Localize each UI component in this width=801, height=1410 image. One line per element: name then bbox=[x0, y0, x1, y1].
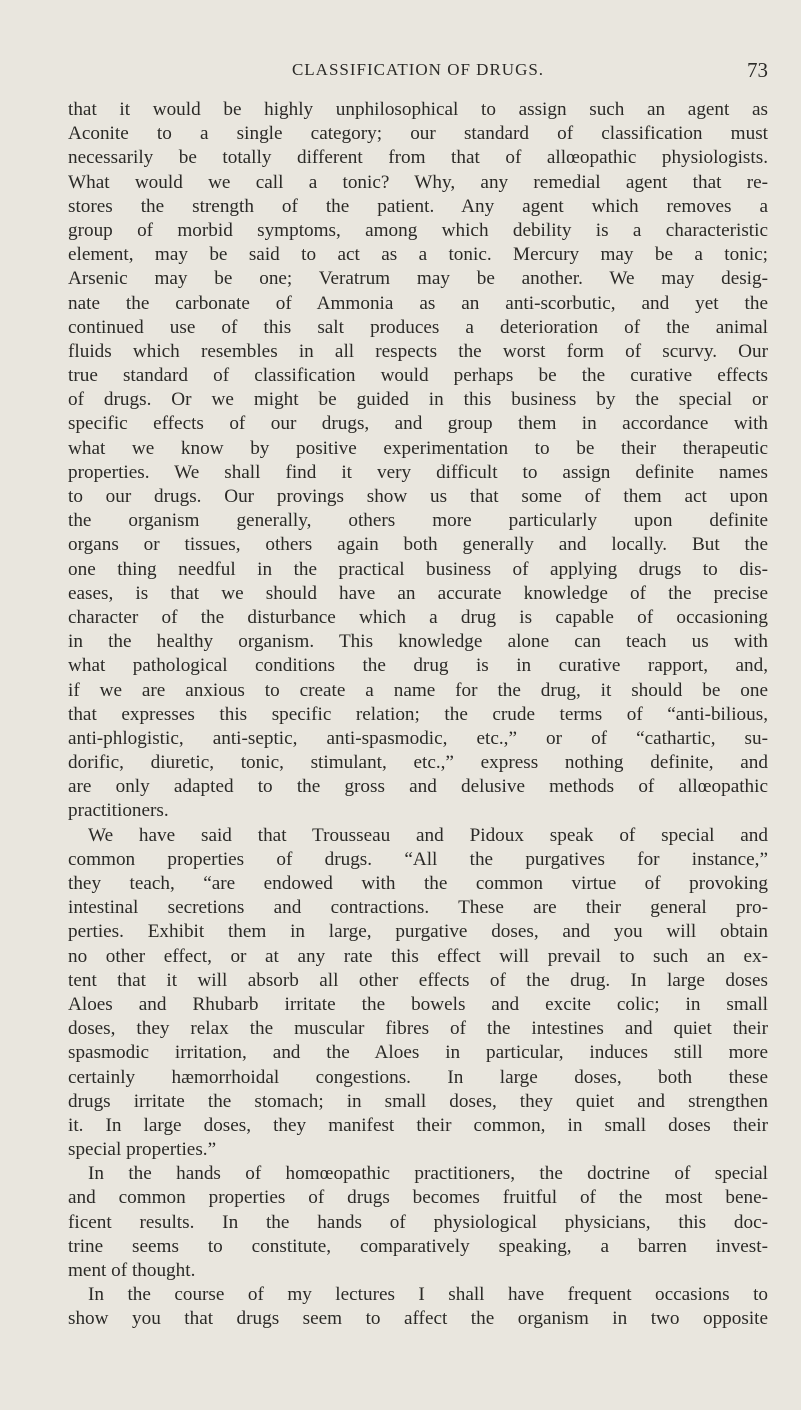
text-line: perties. Exhibit them in large, purgative doses, and you will obtain bbox=[68, 921, 768, 943]
text-line: no other effect, or at any rate this effect will prevail to such an ex- bbox=[68, 945, 768, 967]
text-line: common properties of drugs. “All the purgatives for instance,” bbox=[68, 848, 768, 870]
text-line: are only adapted to the gross and delusive methods of allœopathic bbox=[68, 776, 768, 798]
text-line: what pathological conditions the drug is in curative rapport, and, bbox=[68, 655, 768, 677]
text-line: continued use of this salt produces a deterioration of the animal bbox=[68, 316, 768, 338]
text-line: true standard of classification would perhaps be the curative effects bbox=[68, 365, 768, 387]
text-line: properties. We shall find it very difficult to assign definite names bbox=[68, 461, 768, 483]
text-line: trine seems to constitute, comparatively speaking, a barren invest- bbox=[68, 1235, 768, 1257]
text-line: spasmodic irritation, and the Aloes in particular, induces still more bbox=[68, 1042, 768, 1064]
page-number: 73 bbox=[747, 58, 768, 82]
paragraph bbox=[68, 1283, 768, 1331]
text-line: if we are anxious to create a name for the drug, it should be one bbox=[68, 679, 768, 701]
text-line: Aconite to a single category; our standard of classification must bbox=[68, 123, 768, 145]
paragraph bbox=[68, 98, 768, 824]
text-line: the organism generally, others more particularly upon definite bbox=[68, 510, 768, 532]
text-line: ment of thought. bbox=[68, 1260, 196, 1281]
text-line: they teach, “are endowed with the common virtue of provoking bbox=[68, 873, 768, 894]
text-line: ficent results. In the hands of physiological physicians, this doc- bbox=[68, 1211, 768, 1233]
text-line: in the healthy organism. This knowledge alone can teach us with bbox=[68, 631, 768, 653]
text-line: What would we call a tonic? Why, any remedial agent that re- bbox=[68, 171, 768, 193]
text-line: of drugs. Or we might be guided in this business by the special or bbox=[68, 389, 768, 411]
text-line: certainly hæmorrhoidal congestions. In large doses, both these bbox=[68, 1066, 768, 1088]
text-line: show you that drugs seem to affect the organism in two opposite bbox=[68, 1308, 768, 1330]
text-line: doses, they relax the muscular fibres of the intestines and quiet their bbox=[68, 1018, 768, 1040]
text-line: specific effects of our drugs, and group them in accordance with bbox=[68, 413, 768, 435]
text-line: eases, is that we should have an accurate knowledge of the precise bbox=[68, 582, 768, 604]
text-line: character of the disturbance which a drug is capable of occasioning bbox=[68, 606, 768, 628]
running-title: CLASSIFICATION OF DRUGS. bbox=[291, 60, 545, 79]
text-line: element, may be said to act as a tonic. Mercury may be a tonic; bbox=[68, 244, 768, 266]
text-line: tent that it will absorb all other effects of the drug. In large doses bbox=[68, 969, 768, 991]
text-line: fluids which resembles in all respects the worst form of scurvy. Our bbox=[68, 340, 768, 362]
text-line: organs or tissues, others again both generally and locally. But the bbox=[68, 534, 768, 556]
text-line: In the course of my lectures I shall have frequent occasions to bbox=[88, 1284, 768, 1306]
text-line: nate the carbonate of Ammonia as an anti-scorbutic, and yet the bbox=[68, 292, 768, 314]
text-line: practitioners. bbox=[68, 800, 169, 822]
paragraph bbox=[68, 1162, 768, 1283]
text-line: Aloes and Rhubarb irritate the bowels and excite colic; in small bbox=[68, 993, 768, 1015]
text-line: In the hands of homœopathic practitioners, the doctrine of special bbox=[88, 1163, 768, 1185]
text-line: necessarily be totally different from that of allœopathic physiologists. bbox=[68, 147, 768, 169]
text-line: stores the strength of the patient. Any agent which removes a bbox=[68, 195, 768, 217]
text-line: Arsenic may be one; Veratrum may be another. We may desig- bbox=[68, 268, 768, 290]
text-line: special properties.” bbox=[68, 1139, 217, 1161]
text-line: anti-phlogistic, anti-septic, anti-spasmodic, etc.,” or of “cathartic, su- bbox=[68, 727, 768, 749]
text-line: what we know by positive experimentation to be their therapeutic bbox=[68, 437, 768, 459]
text-line: We have said that Trousseau and Pidoux speak of special and bbox=[88, 824, 768, 846]
paragraph bbox=[68, 824, 768, 1163]
text-line: intestinal secretions and contractions. These are their general pro- bbox=[68, 897, 768, 919]
text-line: that expresses this specific relation; the crude terms of “anti-bilious, bbox=[68, 703, 768, 725]
text-line: drugs irritate the stomach; in small doses, they quiet and strengthen bbox=[68, 1090, 768, 1112]
text-line: that it would be highly unphilosophical to assign such an agent as bbox=[68, 99, 768, 120]
running-head bbox=[68, 60, 768, 84]
text-line: it. In large doses, they manifest their common, in small doses their bbox=[68, 1114, 768, 1136]
text-line: dorific, diuretic, tonic, stimulant, etc.,” express nothing definite, and bbox=[68, 752, 768, 774]
text-line: group of morbid symptoms, among which debility is a characteristic bbox=[68, 219, 768, 241]
body-text bbox=[68, 98, 768, 1332]
text-line: to our drugs. Our provings show us that some of them act upon bbox=[68, 486, 768, 507]
text-line: one thing needful in the practical business of applying drugs to dis- bbox=[68, 558, 768, 580]
text-line: and common properties of drugs becomes fruitful of the most bene- bbox=[68, 1187, 768, 1209]
